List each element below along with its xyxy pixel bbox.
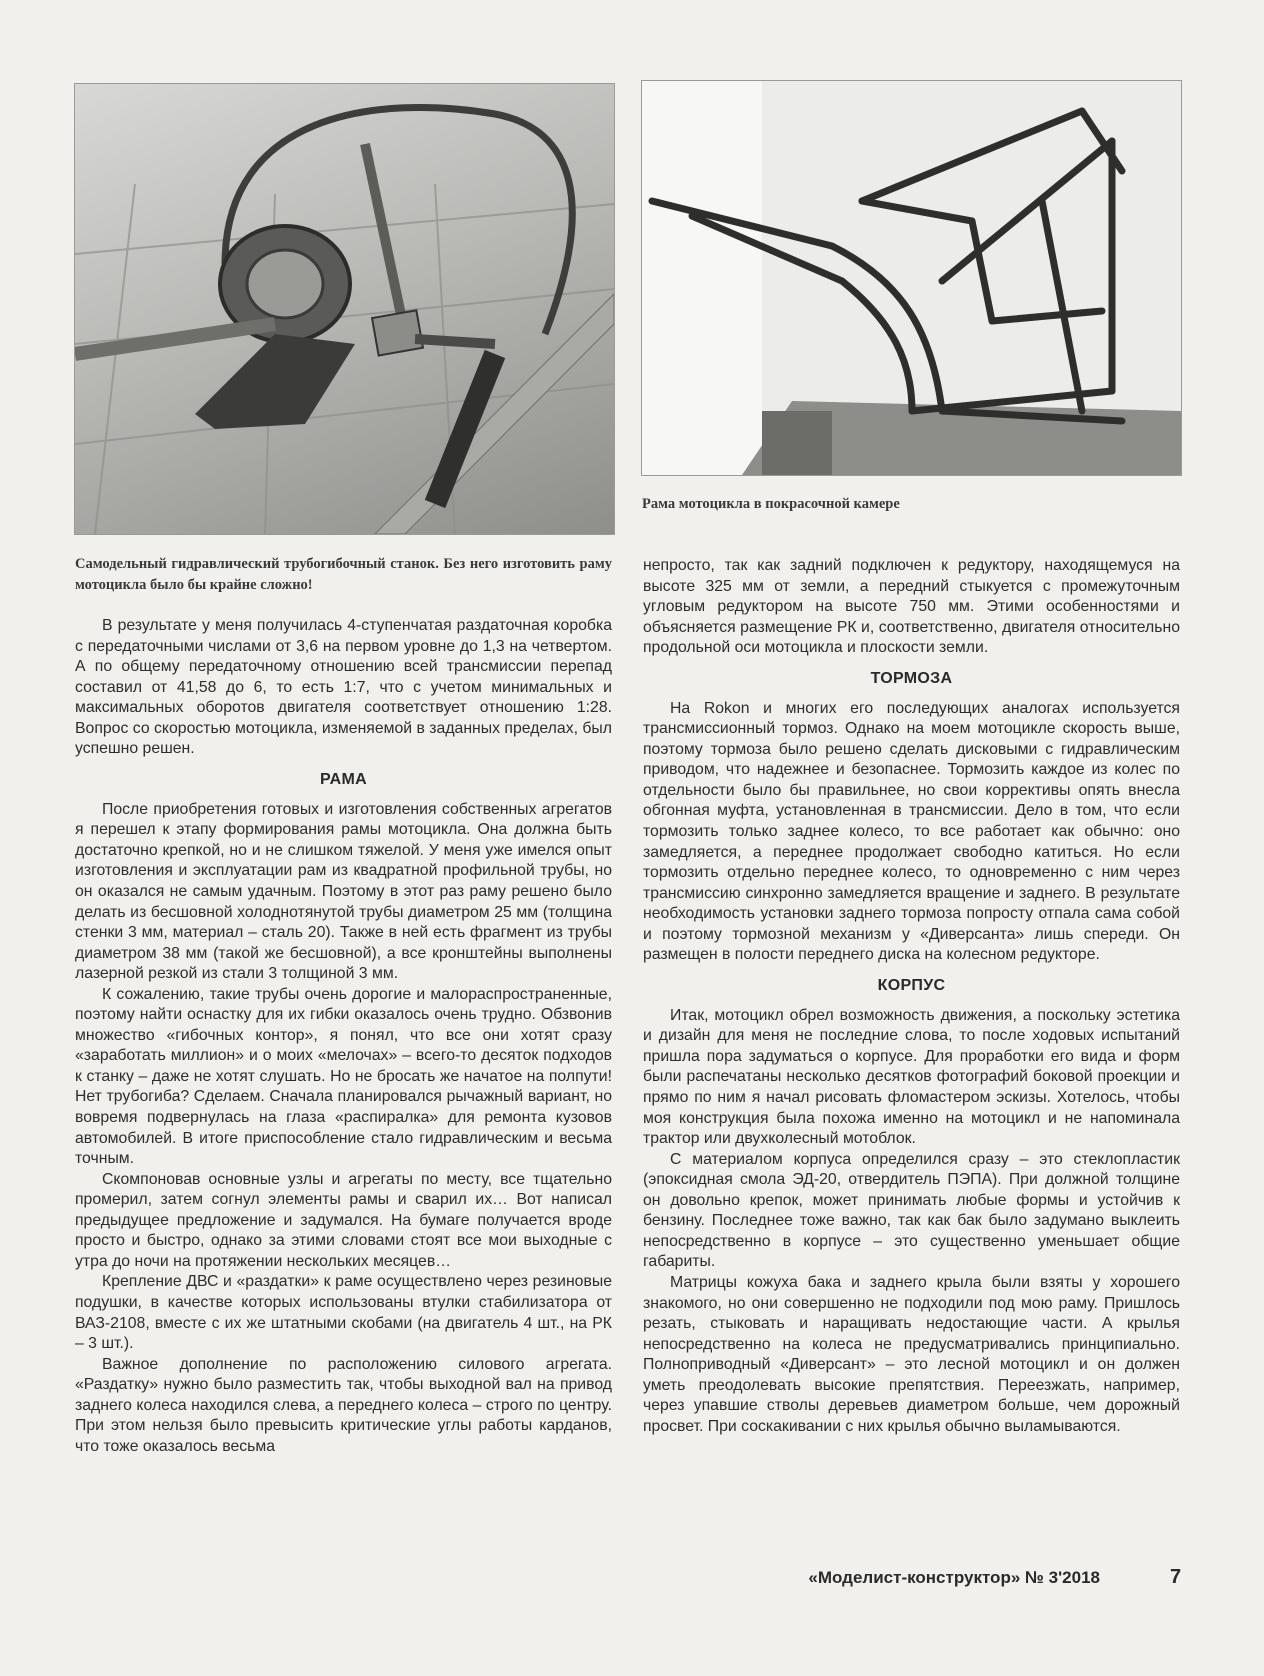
paragraph: Важное дополнение по расположению силового агрегата. «Раздатку» нужно было разместить так, чтобы выходной вал на привод заднего колеса находился слева, а переднего колеса – строго по центру. При этом нельзя было превысить критические углы работы карданов, что тоже оказалось весьма [75,1355,612,1455]
photo-tube-bender [74,83,615,535]
article-column-right [643,556,1180,1437]
paragraph: непросто, так как задний подключен к редуктору, находящемуся на высоте 325 мм от земли, а передний стыкуется с промежуточным угловым редуктором на высоте 750 мм. Этими особенностями и объясняется размещение РК и, соответственно, двигателя относительно продольной оси мотоцикла и плоскости земли. [643,557,1180,657]
paragraph: Матрицы кожуха бака и заднего крыла были взяты у хорошего знакомого, но они совершенно не подходили под мою раму. Пришлось резать, стыковать и наращивать недостающие части. А крылья непосредственно на колеса не предусматривались принципиально. Полноприводный «Диверсант» – это лесной мотоцикл и он должен уметь преодолевать высокие препятствия. Переезжать, например, через упавшие стволы деревьев диаметром больше, чем дорожный просвет. При соскакивании с них крылья обычно выламываются. [643,1273,1180,1435]
photo-motorcycle-frame [641,80,1182,476]
caption-tube-bender: Самодельный гидравлический трубогибочный станок. Без него изготовить раму мотоцикла было бы крайне сложно! [75,556,612,593]
page-number: 7 [1170,1566,1182,1588]
article-column-left [75,616,612,1457]
paragraph: С материалом корпуса определился сразу – это стеклопластик (эпоксидная смола ЭД-20, отвердитель ПЭПА). При должной толщине он довольно крепок, может принимать любые формы и устойчив к бензину. Последнее тоже важно, так как бак было задумано выклеить непосредственно в корпусе – это существенно уменьшает общие габариты. [643,1150,1180,1271]
caption-motorcycle-frame: Рама мотоцикла в покрасочной камере [642,496,900,512]
tube-bender-illustration [75,84,614,534]
paragraph: Скомпоновав основные узлы и агрегаты по месту, все тщательно промерил, затем согнул элементы рамы и сварил их… Вот написал предыдущее предложение и задумался. На бумаге получается вроде просто и быстро, однако за этими словами стоят все мои выходные с утра до ночи на протяжении нескольких месяцев… [75,1170,612,1270]
section-heading-body: КОРПУС [877,976,946,994]
section-heading-frame: РАМА [320,770,367,788]
paragraph: После приобретения готовых и изготовления собственных агрегатов я перешел к этапу формирования рамы мотоцикла. Она должна быть достаточно крепкой, но и не слишком тяжелой. У меня уже имелся опыт изготовления и эксплуатации рам из квадратной профильной трубы, но он оказался не самым удачным. Поэтому в этот раз раму решено было делать из бесшовной холоднотянутой трубы диаметром 25 мм (толщина стенки 3 мм, материал – сталь 20). Также в ней есть фрагмент из трубы диаметром 38 мм (такой же бесшовной), а все кронштейны выполнены лазерной резкой из стали 3 толщиной 3 мм. [75,800,612,983]
paragraph: В результате у меня получилась 4-ступенчатая раздаточная коробка с передаточными числами от 3,6 на первом уровне до 1,3 на четвертом. А по общему передаточному отношению всей трансмиссии перепад составил от 41,58 до 6, то есть 1:7, что с учетом минимальных и максимальных оборотов двигателя соответствует отношению 1:28. Вопрос со скоростью мотоцикла, изменяемой в заданных пределах, был успешно решен. [75,617,612,758]
paragraph: К сожалению, такие трубы очень дорогие и малораспространенные, поэтому найти оснастку для их гибки оказалось очень трудно. Обзвонив множество «гибочных контор», я понял, что все они хотят сразу «заработать миллион» и о моих «мелочах» – всего-то десяток подходов к станку – даже не хотят слушать. Но не бросать же начатое на полпути! Нет трубогиба? Сделаем. Сначала планировался рычажный вариант, но вовремя подвернулась на глаза «распиралка» для ремонта кузовов автомобилей. В итоге приспособление стало гидравлическим и весьма точным. [75,985,612,1168]
paragraph: На Rokon и многих его последующих аналогах используется трансмиссионный тормоз. Однако на моем мотоцикле скорость выше, поэтому тормоза было решено сделать дисковыми с гидравлическим приводом, что надежнее и безопаснее. Тормозить каждое из колес по отдельности было бы правильнее, но свои коррективы опять внесла обгонная муфта, установленная в трансмиссии. Дело в том, что если тормозить только заднее колесо, то все работает как обычно: оно замедляется, а переднее продолжает свободно катиться. Но если тормозить отдельно переднее колесо, то одновременно с ним через трансмиссию синхронно замедляется вращение и заднего. В результате необходимость установки заднего тормоза попросту отпала сама собой и поэтому тормозной механизм у «Диверсанта» лишь спереди. Он размещен в полости переднего диска на колесном редукторе. [643,699,1180,964]
paragraph: Итак, мотоцикл обрел возможность движения, а поскольку эстетика и дизайн для меня не последние слова, то после ходовых испытаний пришла пора задуматься о корпусе. Для проработки его вида и форм были распечатаны несколько десятков фотографий боковой проекции и прямо по ним я начал рисовать фломастером эскизы. Хотелось, чтобы моя конструкция была похожа именно на мотоцикл и не напоминала трактор или двухколесный мотоблок. [643,1006,1180,1148]
section-heading-brakes: ТОРМОЗА [870,669,953,687]
magazine-issue-footer: «Моделист-конструктор» № 3'2018 [808,1568,1100,1587]
motorcycle-frame-illustration [642,81,1181,475]
paragraph: Крепление ДВС и «раздатки» к раме осуществлено через резиновые подушки, в качестве которых использованы втулки стабилизатора от ВАЗ-2108, вместе с их же штатными скобами (на двигатель 4 шт., на РК – 3 шт.). [75,1273,612,1353]
